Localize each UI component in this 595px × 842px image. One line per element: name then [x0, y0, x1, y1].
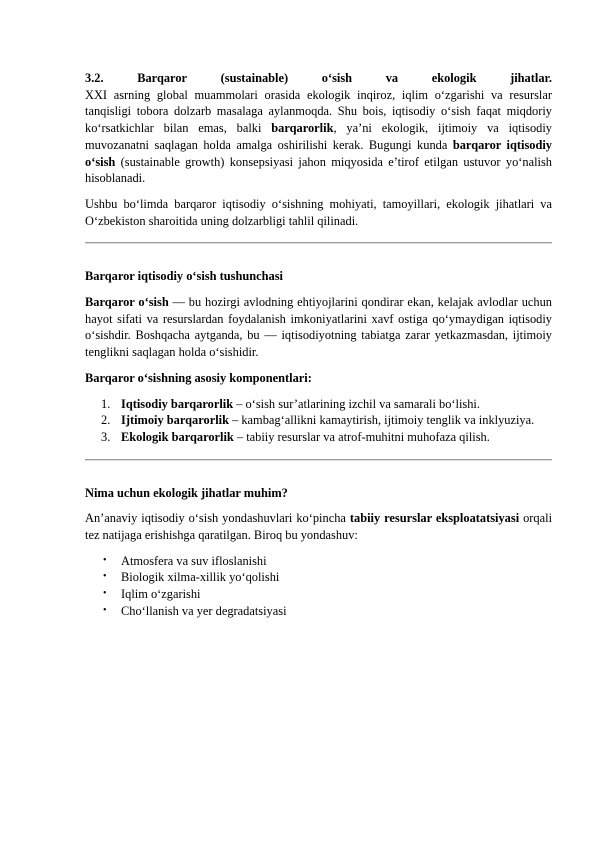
impacts-list: [85, 553, 552, 620]
component-term: Iqtisodiy barqarorlik: [121, 396, 234, 411]
intro-text-e: (sustainable growth) konsepsiyasi jahon miqyosida e’tirof etilgan ustuvor yo‘nalish hisoblanadi.: [85, 154, 552, 186]
intro-text-c: , ya’ni ekologik, ijtimoiy va iqtisodiy muvozanatni saqlagan holda amalga oshirilishi kerak. Bugungi kunda: [85, 121, 552, 152]
components-list: [85, 396, 552, 446]
list-item: • Atmosfera va suv ifloslanishi: [103, 553, 267, 568]
section-heading-number: 3.2.: [85, 71, 104, 85]
list-item: • Iqlim o‘zgarishi: [103, 587, 201, 602]
bullet-icon: •: [103, 571, 107, 583]
component-term: Ekologik barqarorlik: [121, 429, 234, 444]
list-item: • Biologik xilma-xillik yo‘qolishi: [103, 570, 280, 585]
components-title: Barqaror o‘sishning asosiy komponentlari:: [85, 370, 312, 385]
section-divider: [85, 459, 552, 461]
definition-text: — bu hozirgi avlodning ehtiyojlarini qondirar ekan, kelajak avlodlar uchun hayot sifati va resurslardan foydalanish imkoniyatlarini xavf ostiga qo‘ymaydigan iqtisodiy o‘sishdir. Boshqacha aytganda, bu — iqtisodiyotning tabiatga zarar yetkazmasdan, ijtimoiy tenglikni saqlagan holda o‘sishidir.: [85, 295, 552, 360]
bullet-icon: •: [103, 554, 107, 566]
intro-term-barqarorlik: barqarorlik: [271, 121, 334, 136]
list-item: 3. Ekologik barqarorlik – tabiiy resurslar va atrof-muhitni muhofaza qilish.: [101, 429, 490, 444]
list-item: 2. Ijtimoiy barqarorlik – kambag‘allikni kamaytirish, ijtimoiy tenglik va inklyuziya.: [101, 413, 535, 428]
document-page: [85, 70, 552, 620]
section-divider: [85, 242, 552, 244]
bullet-icon: •: [103, 588, 107, 600]
list-item: 1. Iqtisodiy barqarorlik – o‘sish sur’atlarining izchil va samarali bo‘lishi.: [101, 396, 480, 411]
scope-paragraph: Ushbu bo‘limda barqaror iqtisodiy o‘sishning mohiyati, tamoyillari, ekologik jihatlari va O‘zbekiston sharoitida uning dolzarbligi tahlil qilinadi.: [85, 196, 552, 228]
definition-term: Barqaror o‘sish: [85, 295, 169, 310]
list-item: • Cho‘llanish va yer degradatsiyasi: [103, 603, 287, 618]
section-heading-word: o‘sish: [321, 71, 353, 85]
intro-text-a: XXI asrning global muammolari orasida ekologik inqiroz, iqlim o‘zgarishi va resurslar tanqisligi tobora dolzarb masalaga aylanmoqda. Shu bois, iqtisodiy o‘sish faqat miqdoriy ko‘rsatkichlar bilan emas, balki: [85, 87, 552, 136]
ecology-title: Nima uchun ekologik jihatlar muhim?: [85, 485, 288, 500]
intro-term-growth: barqaror iqtisodiy o‘sish: [85, 137, 552, 169]
concept-title: Barqaror iqtisodiy o‘sish tushunchasi: [85, 269, 283, 284]
section-heading-word: jihatlar: [510, 71, 549, 85]
component-term: Ijtimoiy barqarorlik: [121, 413, 229, 428]
ecology-paragraph: An’anaviy iqtisodiy o‘sish yondashuvlari ko‘pincha tabiiy resurslar eksploatatsiyasi orqali tez natijaga erishishga qaratilgan. Biroq bu yondashuv:: [85, 511, 553, 543]
section-heading: 3.2. Barqaror (sustainable) o‘sish va ekologik jihatlar.: [85, 71, 552, 85]
bullet-icon: •: [103, 604, 107, 616]
section-heading-word: Barqaror: [137, 71, 188, 85]
intro-paragraph: [85, 70, 552, 187]
section-heading-word: va: [385, 71, 399, 85]
ecology-term: tabiiy resurslar eksploatatsiyasi: [349, 511, 520, 526]
section-heading-word: ekologik: [431, 71, 477, 85]
section-heading-word: (sustainable): [220, 71, 289, 85]
definition-paragraph: [85, 294, 552, 361]
section-heading-text: [137, 71, 549, 85]
